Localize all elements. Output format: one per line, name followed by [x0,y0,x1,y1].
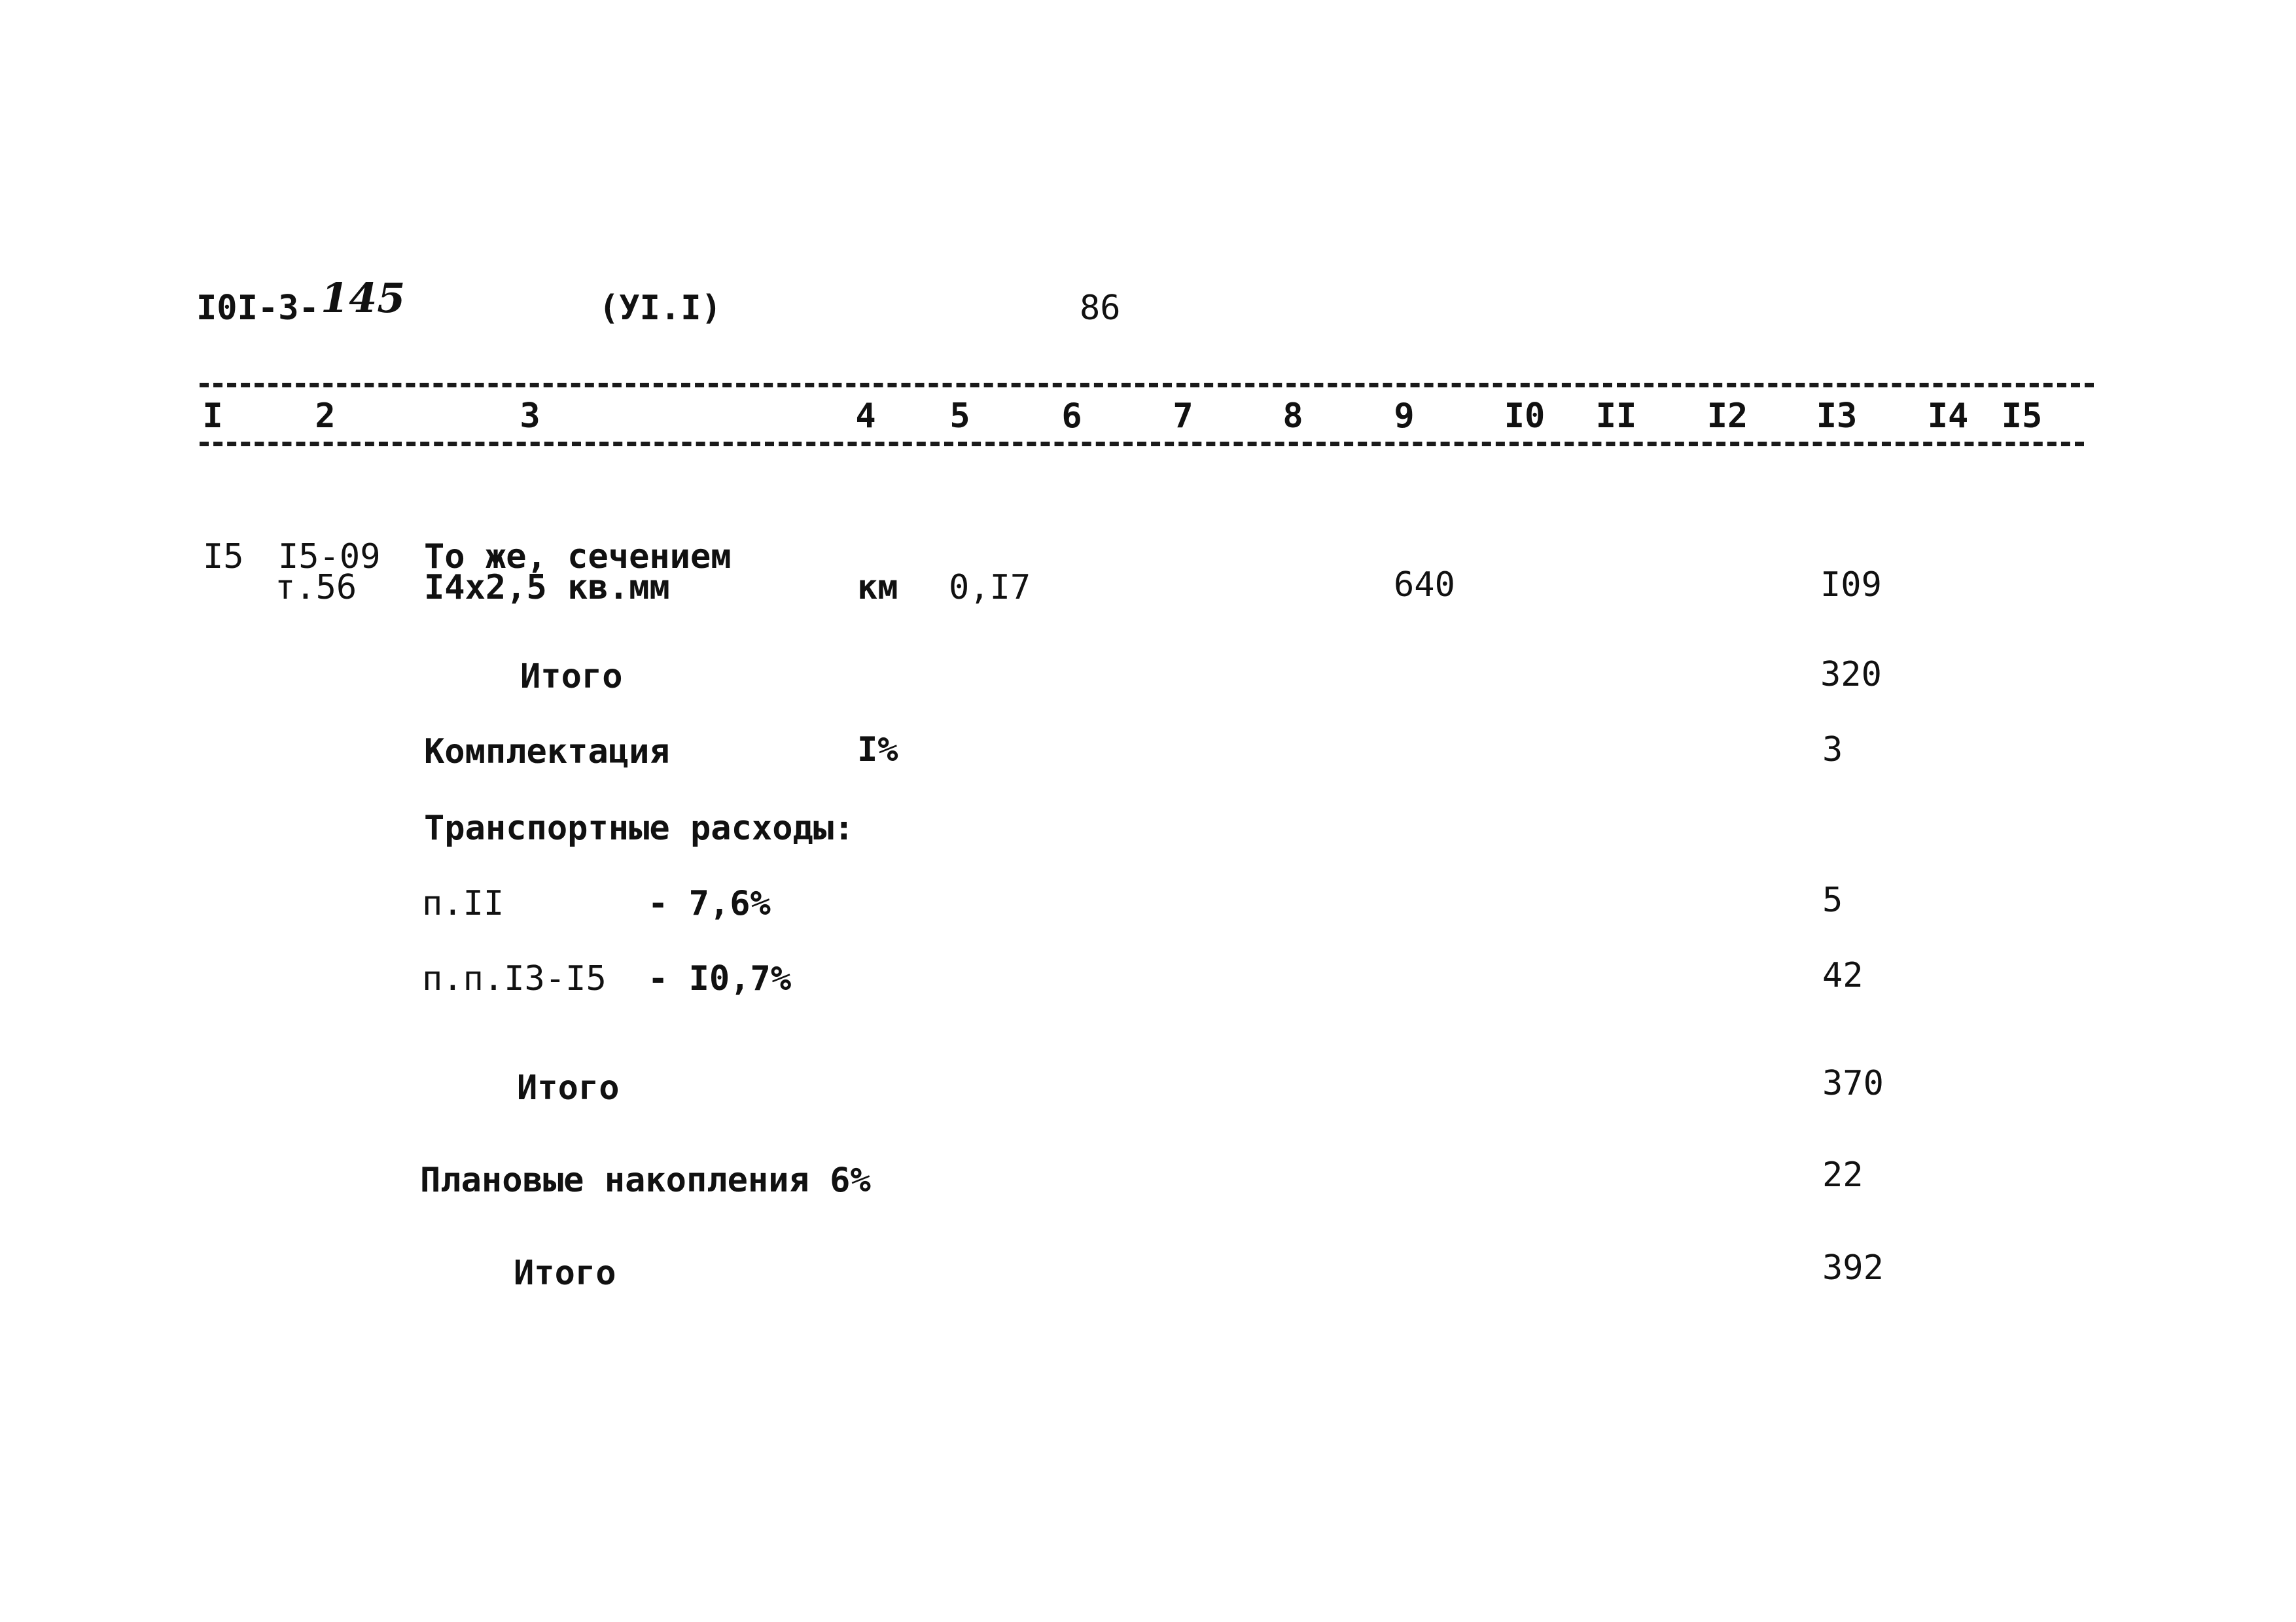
column-number-2: 2 [315,397,336,436]
completion-value: 3 [1822,730,1843,769]
subtotal-2-value: 370 [1822,1064,1884,1103]
page-number: 86 [1080,289,1121,328]
column-number-1: I [202,397,223,436]
transport-item-11-label: п.II [422,884,504,923]
column-number-9: 9 [1394,397,1415,436]
item-code-line2: т.56 [275,568,357,607]
column-number-10: I0 [1504,397,1545,436]
header-top-rule [200,383,2094,387]
item-price: 640 [1394,565,1455,605]
column-number-11: II [1595,397,1637,436]
handwritten-sheet-number: 145 [321,274,406,322]
column-number-13: I3 [1816,397,1858,436]
item-total: I09 [1820,565,1882,605]
section-number: (УI.I) [599,289,722,328]
completion-percent: I% [857,730,898,769]
transport-items-13-15-label: п.п.I3-I5 [422,959,607,998]
grand-total-value: 392 [1822,1248,1884,1288]
column-number-7: 7 [1173,397,1193,436]
item-description-line1: То же, сечением [424,537,732,576]
transport-items-13-15-value: 42 [1822,956,1863,995]
column-number-15: I5 [2001,397,2043,436]
item-quantity: 0,I7 [949,568,1031,607]
item-unit: км [857,568,898,607]
item-description-line2: I4х2,5 кв.мм [424,568,670,607]
column-number-6: 6 [1061,397,1082,436]
subtotal-2-label: Итого [517,1068,620,1108]
document-code: I0I-3- [196,289,319,328]
planned-savings-label: Плановые накопления 6% [420,1161,871,1200]
column-number-5: 5 [949,397,970,436]
column-number-14: I4 [1927,397,1969,436]
column-number-4: 4 [855,397,876,436]
transport-item-11-value: 5 [1822,881,1843,920]
item-number: I5 [203,537,244,576]
planned-savings-value: 22 [1822,1155,1863,1195]
grand-total-label: Итого [514,1254,616,1293]
subtotal-label: Итого [520,657,623,696]
column-number-8: 8 [1282,397,1303,436]
column-number-12: I2 [1706,397,1748,436]
transport-item-11-rate: - 7,6% [648,884,771,923]
item-code-line1: I5-09 [278,537,381,576]
transport-items-13-15-rate: - I0,7% [648,959,792,998]
column-number-3: 3 [520,397,540,436]
completion-label: Комплектация [424,732,670,771]
transport-costs-label: Транспортные расходы: [424,809,855,848]
subtotal-value: 320 [1820,655,1882,694]
header-bottom-rule [200,442,2084,446]
